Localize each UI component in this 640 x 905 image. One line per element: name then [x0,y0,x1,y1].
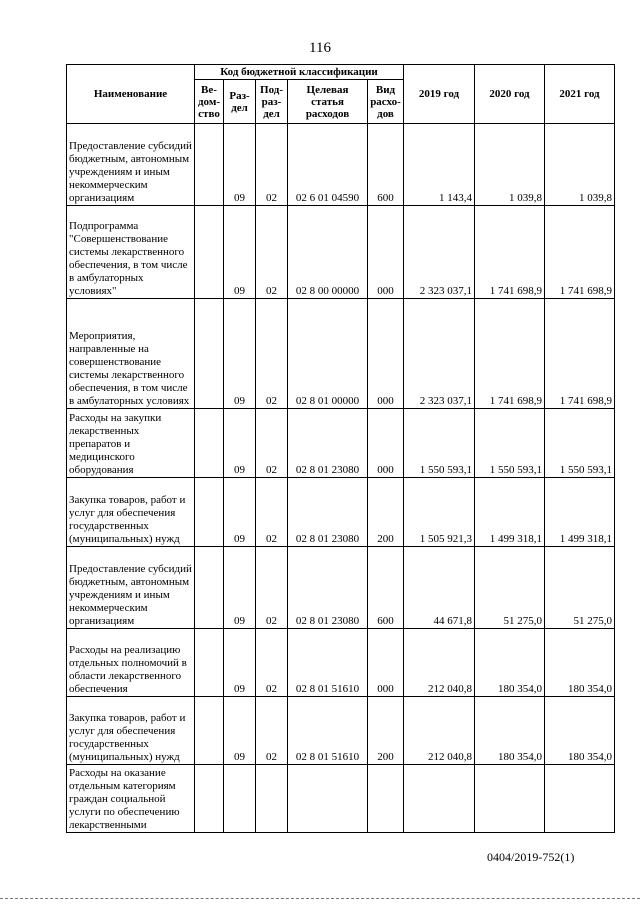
row-podrazdel: 02 [256,547,288,629]
table-row [67,299,615,409]
row-name: Расходы на реализацию отдельных полномочий в области лекарственного обеспечения [67,629,195,697]
row-name: Закупка товаров, работ и услуг для обеспечения государственных (муниципальных) нужд [67,697,195,765]
row-name: Подпрограмма "Совершенствование системы лекарственного обеспечения, в том числе в амбулаторных условиях" [67,206,195,299]
row-razdel: 09 [224,697,256,765]
row-value-2020: 1 039,8 [475,124,545,206]
row-value-2021: 1 039,8 [545,124,615,206]
row-razdel: 09 [224,478,256,547]
row-value-2019: 212 040,8 [404,629,475,697]
row-target-article: 02 8 01 51610 [288,697,368,765]
row-name: Закупка товаров, работ и услуг для обеспечения государственных (муниципальных) нужд [67,478,195,547]
row-value-2020: 1 741 698,9 [475,206,545,299]
row-name: Расходы на закупки лекарственных препаратов и медицинского оборудования [67,409,195,478]
row-value-2019: 2 323 037,1 [404,299,475,409]
row-value-2021: 1 550 593,1 [545,409,615,478]
row-expense-type: 000 [368,206,404,299]
row-podrazdel: 02 [256,409,288,478]
row-name: Предоставление субсидий бюджетным, автономным учреждениям и иным некоммерческим организациям [67,124,195,206]
row-podrazdel: 02 [256,206,288,299]
row-target-article: 02 8 01 23080 [288,547,368,629]
row-value-2020: 1 550 593,1 [475,409,545,478]
row-expense-type: 200 [368,697,404,765]
header-year-2020: 2020 год [475,65,545,124]
table-row [67,697,615,765]
row-expense-type: 000 [368,299,404,409]
row-name: Мероприятия, направленные на совершенствование системы лекарственного обеспечения, в том числе в амбулаторных условиях [67,299,195,409]
row-value-2020: 180 354,0 [475,697,545,765]
row-razdel: 09 [224,299,256,409]
header-year-2021: 2021 год [545,65,615,124]
row-value-2019: 1 143,4 [404,124,475,206]
row-podrazdel [256,765,288,833]
row-value-2019: 1 505 921,3 [404,478,475,547]
row-podrazdel: 02 [256,478,288,547]
budget-table [66,64,615,833]
row-vedomstvo [195,124,224,206]
row-value-2021: 51 275,0 [545,547,615,629]
row-target-article: 02 6 01 04590 [288,124,368,206]
header-row-top [67,65,615,80]
row-podrazdel: 02 [256,299,288,409]
row-razdel [224,765,256,833]
row-podrazdel: 02 [256,629,288,697]
table-row [67,765,615,833]
table-row [67,478,615,547]
row-value-2021: 1 741 698,9 [545,299,615,409]
row-target-article: 02 8 00 00000 [288,206,368,299]
row-podrazdel: 02 [256,697,288,765]
row-expense-type: 600 [368,124,404,206]
page-number: 116 [309,40,331,56]
row-podrazdel: 02 [256,124,288,206]
row-vedomstvo [195,409,224,478]
row-target-article: 02 8 01 51610 [288,629,368,697]
row-value-2021: 180 354,0 [545,697,615,765]
row-expense-type: 000 [368,629,404,697]
table-row [67,206,615,299]
row-razdel: 09 [224,547,256,629]
header-expense-type: Вид расхо- дов [368,80,404,124]
row-value-2020: 1 741 698,9 [475,299,545,409]
row-razdel: 09 [224,124,256,206]
row-name: Расходы на оказание отдельным категориям граждан социальной услуги по обеспечению лекарственными [67,765,195,833]
row-value-2019: 1 550 593,1 [404,409,475,478]
table-row [67,629,615,697]
header-name: Наименование [67,65,195,124]
table-row [67,124,615,206]
row-expense-type: 000 [368,409,404,478]
row-value-2020: 51 275,0 [475,547,545,629]
table-row [67,409,615,478]
header-vedomstvo: Ве- дом- ство [195,80,224,124]
row-razdel: 09 [224,206,256,299]
row-value-2019 [404,765,475,833]
header-podrazdel: Под- раз- дел [256,80,288,124]
row-vedomstvo [195,478,224,547]
row-value-2020: 180 354,0 [475,629,545,697]
row-expense-type [368,765,404,833]
row-value-2020: 1 499 318,1 [475,478,545,547]
row-razdel: 09 [224,409,256,478]
row-value-2021 [545,765,615,833]
row-value-2019: 2 323 037,1 [404,206,475,299]
row-vedomstvo [195,765,224,833]
row-value-2019: 44 671,8 [404,547,475,629]
row-name: Предоставление субсидий бюджетным, автономным учреждениям и иным некоммерческим организациям [67,547,195,629]
row-value-2021: 180 354,0 [545,629,615,697]
row-target-article [288,765,368,833]
row-expense-type: 200 [368,478,404,547]
row-expense-type: 600 [368,547,404,629]
row-value-2021: 1 741 698,9 [545,206,615,299]
row-value-2019: 212 040,8 [404,697,475,765]
header-target-article: Целевая статья расходов [288,80,368,124]
row-vedomstvo [195,697,224,765]
bottom-rule [0,898,640,899]
row-target-article: 02 8 01 23080 [288,478,368,547]
document-registration-code: 0404/2019-752(1) [487,850,575,864]
header-year-2019: 2019 год [404,65,475,124]
table-row [67,547,615,629]
row-vedomstvo [195,206,224,299]
header-budget-code: Код бюджетной классификации [195,65,404,80]
row-target-article: 02 8 01 23080 [288,409,368,478]
row-razdel: 09 [224,629,256,697]
row-vedomstvo [195,299,224,409]
row-value-2020 [475,765,545,833]
row-value-2021: 1 499 318,1 [545,478,615,547]
row-target-article: 02 8 01 00000 [288,299,368,409]
header-razdel: Раз- дел [224,80,256,124]
row-vedomstvo [195,629,224,697]
row-vedomstvo [195,547,224,629]
